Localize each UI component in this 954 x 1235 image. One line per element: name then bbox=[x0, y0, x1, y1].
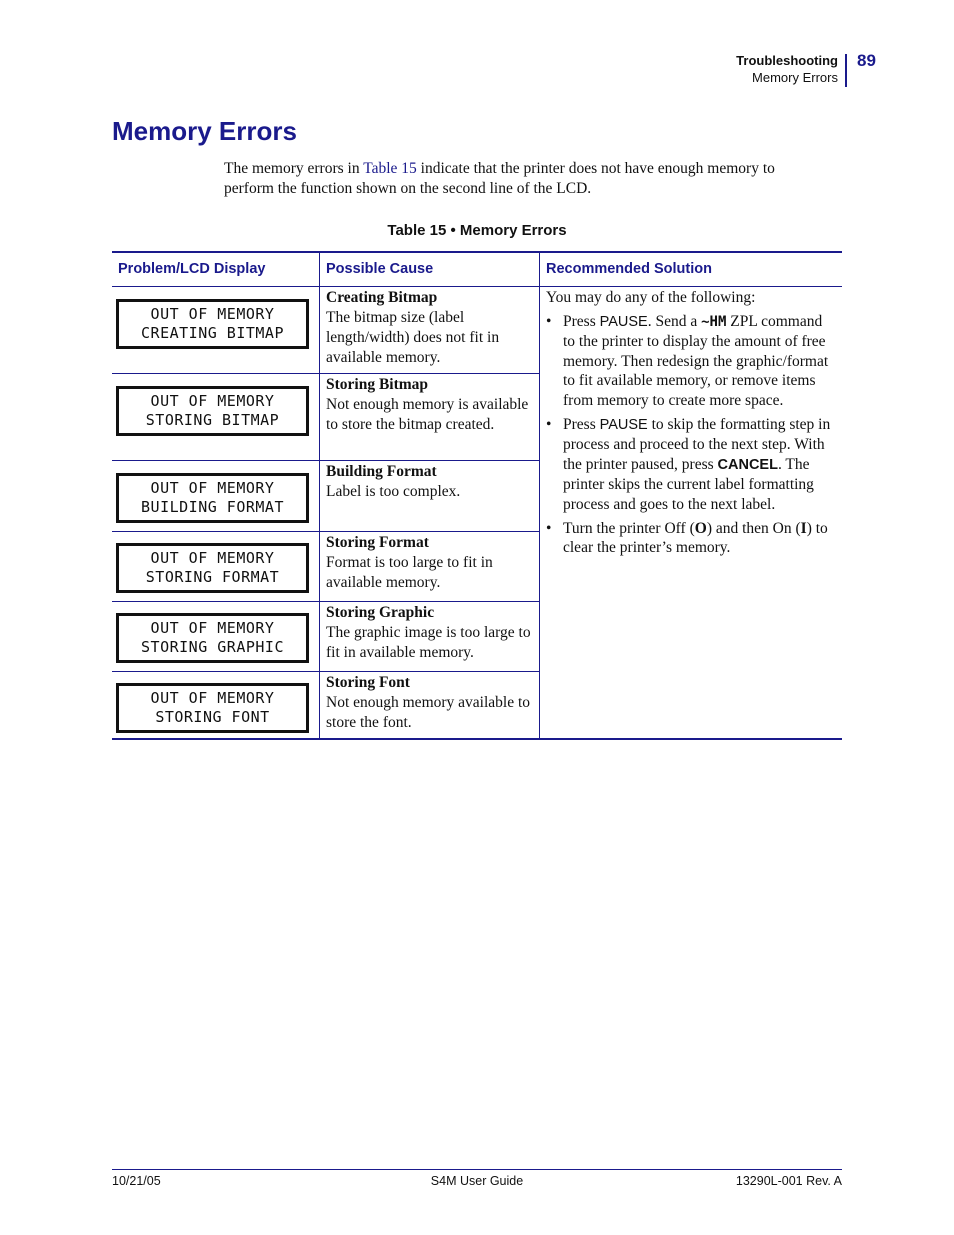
bullet: • bbox=[546, 415, 552, 433]
solution-intro: You may do any of the following: bbox=[546, 289, 756, 306]
solution-item bbox=[546, 415, 836, 515]
lcd-display bbox=[116, 683, 309, 733]
header-problem: Problem/LCD Display bbox=[118, 261, 266, 277]
footer-date: 10/21/05 bbox=[112, 1174, 161, 1188]
intro-after: indicate that the printer does not have enough memory to perform the function shown on the second line of the LCD. bbox=[224, 160, 775, 197]
solution-text: ZPL command to the printer to display the amount of free memory. Then redesign the graphic/format to fit available memory, or remove items from memory to create more space. bbox=[563, 312, 829, 409]
lcd-line-2: STORING BITMAP bbox=[145, 411, 280, 429]
cause-cell bbox=[326, 462, 531, 502]
cause-title: Building Format bbox=[326, 463, 437, 480]
solution-text: . Send a bbox=[647, 312, 702, 330]
table-row bbox=[112, 672, 540, 740]
header-solution: Recommended Solution bbox=[546, 261, 712, 277]
memory-errors-table bbox=[112, 251, 842, 740]
footer-divider bbox=[112, 1169, 842, 1170]
table-link[interactable]: Table 15 bbox=[363, 160, 417, 177]
zpl-command: ~HM bbox=[701, 313, 727, 330]
lcd-line-1: OUT OF MEMORY bbox=[150, 549, 275, 567]
lcd-display bbox=[116, 473, 309, 523]
cause-cell bbox=[326, 673, 531, 733]
cause-cell bbox=[326, 603, 531, 663]
cause-text: Not enough memory is available to store the bitmap created. bbox=[326, 396, 529, 433]
pause-key: PAUSE bbox=[599, 416, 648, 433]
cause-text: Label is too complex. bbox=[326, 483, 461, 500]
solution-text: ) to clear the printer’s memory. bbox=[563, 519, 828, 557]
cause-title: Storing Graphic bbox=[326, 604, 435, 621]
cause-title: Storing Font bbox=[326, 674, 410, 691]
header-subsection: Memory Errors bbox=[752, 70, 838, 85]
solution-cell bbox=[546, 288, 836, 562]
solution-text: Press bbox=[563, 415, 600, 433]
cause-text: Not enough memory available to store the font. bbox=[326, 694, 531, 731]
lcd-line-1: OUT OF MEMORY bbox=[150, 392, 275, 410]
cause-text: Format is too large to fit in available memory. bbox=[326, 554, 493, 591]
cause-cell bbox=[326, 533, 531, 593]
cause-cell bbox=[326, 375, 531, 435]
off-symbol: O bbox=[694, 519, 707, 537]
intro-before: The memory errors in bbox=[224, 160, 364, 177]
lcd-line-1: OUT OF MEMORY bbox=[150, 689, 275, 707]
header-divider bbox=[845, 54, 847, 87]
running-header bbox=[736, 52, 838, 86]
lcd-line-2: BUILDING FORMAT bbox=[141, 498, 284, 516]
solution-text: Press bbox=[563, 312, 600, 330]
cause-title: Creating Bitmap bbox=[326, 289, 438, 306]
table-caption: Table 15 • Memory Errors bbox=[387, 222, 567, 239]
solution-text: to skip the formatting step in process and proceed to the next step. With the printer paused, press bbox=[563, 415, 831, 473]
page-number: 89 bbox=[857, 51, 876, 70]
table-row bbox=[112, 374, 540, 461]
header-section: Troubleshooting bbox=[736, 53, 838, 68]
table-row bbox=[112, 532, 540, 602]
pause-key: PAUSE bbox=[599, 313, 648, 330]
lcd-display bbox=[116, 543, 309, 593]
solution-text: . The printer skips the current label formatting process and goes to the next label. bbox=[563, 455, 814, 513]
lcd-display bbox=[116, 613, 309, 663]
lcd-display bbox=[116, 386, 309, 436]
solution-item bbox=[546, 312, 836, 411]
bullet: • bbox=[546, 519, 552, 537]
lcd-line-1: OUT OF MEMORY bbox=[150, 479, 275, 497]
table-row bbox=[112, 602, 540, 672]
cause-title: Storing Format bbox=[326, 534, 429, 551]
cause-title: Storing Bitmap bbox=[326, 376, 429, 393]
lcd-line-2: STORING FORMAT bbox=[145, 568, 280, 586]
solution-item bbox=[546, 519, 836, 558]
cancel-key: CANCEL bbox=[717, 456, 778, 473]
header-cause: Possible Cause bbox=[326, 261, 434, 277]
bullet: • bbox=[546, 312, 552, 330]
cause-cell bbox=[326, 288, 531, 368]
lcd-line-2: CREATING BITMAP bbox=[141, 324, 284, 342]
cause-text: The graphic image is too large to fit in available memory. bbox=[326, 624, 531, 661]
table-row bbox=[112, 461, 540, 532]
lcd-line-2: STORING GRAPHIC bbox=[141, 638, 284, 656]
table-row bbox=[112, 287, 540, 374]
solution-text: Turn the printer Off ( bbox=[563, 519, 695, 537]
lcd-line-2: STORING FONT bbox=[155, 708, 270, 726]
intro-paragraph bbox=[224, 159, 824, 199]
on-symbol: I bbox=[800, 519, 807, 537]
lcd-line-1: OUT OF MEMORY bbox=[150, 619, 275, 637]
page-title: Memory Errors bbox=[112, 116, 297, 146]
solution-text: ) and then On ( bbox=[706, 519, 801, 537]
solution-list bbox=[546, 312, 836, 558]
lcd-display bbox=[116, 299, 309, 349]
cause-text: The bitmap size (label length/width) does not fit in available memory. bbox=[326, 309, 500, 366]
table-header bbox=[112, 253, 842, 287]
footer-docnum: 13290L-001 Rev. A bbox=[735, 1174, 842, 1188]
footer-guide: S4M User Guide bbox=[430, 1174, 524, 1188]
lcd-line-1: OUT OF MEMORY bbox=[150, 305, 275, 323]
